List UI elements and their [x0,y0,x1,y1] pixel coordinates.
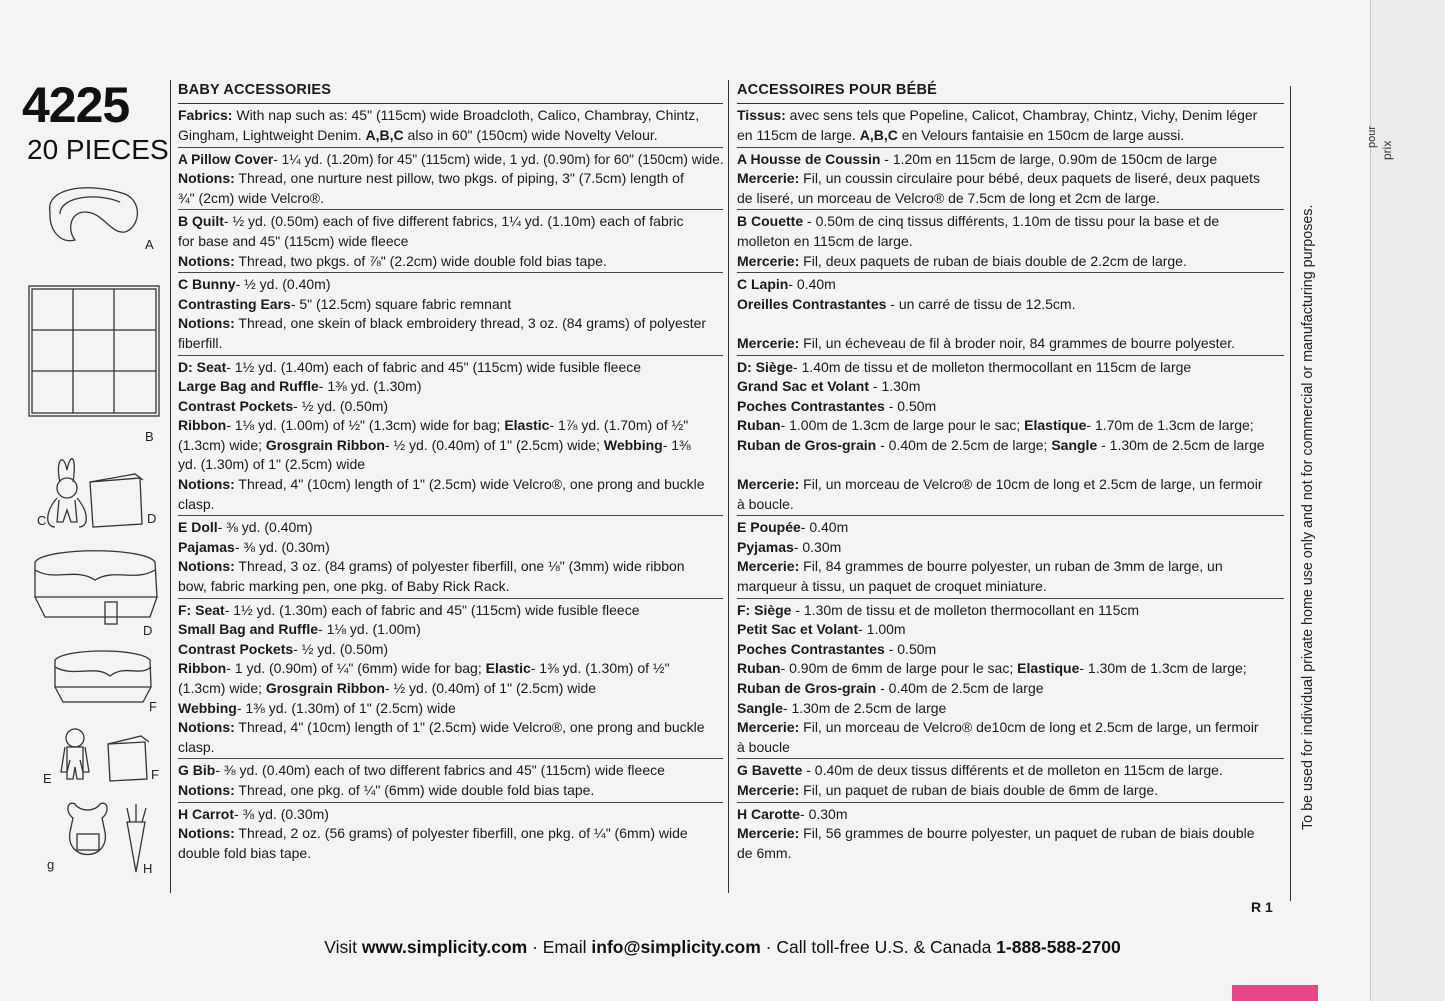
usage-notice: To be used for individual private home use only and not for commercial or manufacturing purposes. [1300,204,1316,830]
english-section [178,803,723,865]
text-run: With nap such as: 45" (115cm) wide Broadcloth, Calico, Chambray, Chintz, [232,107,700,124]
english-text-line [178,475,723,495]
french-text-line [737,126,1284,146]
french-text-line [737,761,1284,781]
french-text-line [737,334,1284,354]
french-text-line [737,577,1284,597]
bold-label: Elastic [485,660,531,677]
bold-label: A Pillow Cover [178,150,274,167]
french-text-line [737,844,1284,864]
bold-label: Ribbon [178,417,227,434]
bold-label: Webbing [178,699,237,716]
column-divider-middle [728,80,729,893]
bold-label: Elastic [504,417,550,434]
thumb-label-d-seat: D [143,623,153,638]
text-run: - 1⅜ yd. (1.30m) of ½" [530,660,670,677]
text-run: also in 60" (150cm) wide Novelty Velour. [403,126,658,143]
text-run: - ½ yd. (0.40m) [235,276,331,293]
bold-label: G Bavette [737,762,803,779]
text-run: clasp. [178,495,215,512]
text-run: - 1.30m de 2.5cm de large [782,699,947,716]
bold-label: Notions: [178,825,235,842]
text-run: - 1.30m [869,378,921,395]
text-run: - ½ yd. (0.50m) each of five different fabrics, 1¼ yd. (1.10m) each of fabric [223,213,684,230]
text-run: à boucle. [737,495,794,512]
blank-line [737,455,1284,475]
text-run: - 1⅞ yd. (1.70m) of ½" [549,417,689,434]
text-run: - ½ yd. (0.40m) of 1" (2.5cm) wide; [384,436,604,453]
french-text-line [737,620,1284,640]
english-text-line [178,495,723,515]
english-text-line [178,718,723,738]
bold-label: Notions: [178,170,235,187]
french-text-line [737,601,1284,621]
text-run: - 1.40m de tissu et de molleton thermocollant en 115cm de large [793,358,1192,375]
french-section [737,599,1284,760]
bold-label: A,B,C [365,126,404,143]
english-text-line [178,416,723,436]
french-text-line [737,495,1284,515]
french-text-line [737,295,1284,315]
english-section [178,759,723,802]
english-text-line [178,557,723,577]
english-text-line [178,577,723,597]
english-text-line [178,106,723,126]
bold-label: Mercerie: [737,719,800,736]
french-section [737,148,1284,211]
blank-line [737,314,1284,334]
english-text-line [178,397,723,417]
column-divider-right [1290,86,1291,901]
bold-label: Small Bag and Ruffle [178,621,319,638]
bold-label: Large Bag and Ruffle [178,378,319,395]
text-run: - 1.30m de tissu et de molleton thermocollant en 115cm [791,601,1140,618]
bold-label: Sangle [1051,436,1098,453]
pieces-count: 20 PIECES [27,134,169,165]
bold-label: Grosgrain Ribbon [265,436,385,453]
thumb-label-g: g [47,857,55,872]
text-run: de liseré, un morceau de Velcro® de 7.5cm de long et 2cm de large. [737,189,1160,206]
french-text-line [737,738,1284,758]
text-run: molleton en 115cm de large. [737,232,913,249]
english-text-line [178,824,723,844]
french-section [737,356,1284,517]
text-run: Fil, un coussin circulaire pour bébé, deux paquets de liseré, deux paquets [799,170,1260,187]
thumb-label-f-seat: F [149,699,157,714]
english-text-line [178,601,723,621]
text-run: - 1.00m [858,621,906,638]
english-text-line [178,377,723,397]
bold-label: Poches Contrastantes [737,640,885,657]
text-run: - 1 yd. (0.90m) of ¼" (6mm) wide for bag; [226,660,486,677]
english-text-line [178,436,723,456]
french-text-line [737,781,1284,801]
text-run: - 0.50m [884,640,937,657]
small-bag-icon [108,736,149,781]
english-text-line [178,275,723,295]
text-run: Fil, 56 grammes de bourre polyester, un paquet de ruban de biais double [799,825,1255,842]
english-text-line [178,620,723,640]
english-text-line [178,169,723,189]
text-run: avec sens tels que Popeline, Calicot, Chambray, Chintz, Vichy, Denim léger [785,107,1258,124]
bold-label: Notions: [178,558,235,575]
english-text-line [178,295,723,315]
text-run: - 1⅛ yd. (1.00m) of ½" (1.3cm) wide for bag; [226,417,505,434]
thumb-label-b: B [145,429,154,444]
bib-icon [68,803,107,854]
text-run: - 1.30m de 1.3cm de large; [1079,660,1247,677]
english-text-line [178,358,723,378]
bold-label: Notions: [178,252,235,269]
text-run: - ½ yd. (0.50m) [293,640,389,657]
english-text-line [178,659,723,679]
bold-label: H Carotte [737,805,801,822]
text-run: - 1⅜ yd. (1.30m) of 1" (2.5cm) wide [236,699,456,716]
english-text-line [178,150,724,170]
doll-icon [61,729,89,779]
bold-label: Notions: [178,315,235,332]
french-text-line [737,699,1284,719]
text-run: - un carré de tissu de 12.5cm. [886,295,1076,312]
revision-mark: R 1 [1251,899,1273,915]
french-text-line [737,659,1284,679]
bold-label: Ribbon [178,660,227,677]
text-run: - 0.40m [800,519,849,536]
text-run: Thread, 4" (10cm) length of 1" (2.5cm) wide Velcro®, one prong and buckle [234,719,705,736]
english-text-line [178,844,723,864]
bold-label: E Poupée [737,519,801,536]
text-run: yd. (1.30m) of 1" (2.5cm) wide [178,456,366,473]
french-section [737,759,1284,802]
french-sections [737,104,1284,864]
bold-label: C Lapin [737,276,789,293]
english-text-line [178,232,723,252]
bag-icon [90,474,143,527]
thumb-label-f-bag: F [151,767,159,782]
french-column [737,82,1284,864]
english-text-line [178,640,723,660]
thumb-label-c: C [37,513,47,528]
english-text-line [178,189,723,209]
text-run: Thread, one nurture nest pillow, two pkgs. of piping, 3" (7.5cm) length of [234,170,684,187]
bold-label: D: Seat [178,358,227,375]
english-sections [178,104,723,864]
bold-label: A,B,C [859,126,898,143]
pattern-number: 4225 [22,77,130,133]
bold-label: Mercerie: [737,558,800,575]
bold-label: E Doll [178,519,218,536]
english-text-line [178,455,723,475]
french-text-line [737,538,1284,558]
french-text-line [737,106,1284,126]
english-text-line [178,212,723,232]
view-thumbnails [15,182,165,882]
text-run: Thread, 3 oz. (84 grams) of polyester fiberfill, one ⅛" (3mm) wide ribbon [234,558,685,575]
english-text-line [178,761,723,781]
english-section [178,516,723,598]
thumb-label-h: H [143,861,153,876]
text-run: double fold bias tape. [178,844,312,861]
text-run: - 1⅜ [662,436,691,453]
text-run: Thread, 4" (10cm) length of 1" (2.5cm) wide Velcro®, one prong and buckle [234,476,705,493]
text-run: - 1.20m en 115cm de large, 0.90m de 150cm de large [880,150,1218,167]
french-text-line [737,416,1284,436]
text-run: Fil, deux paquets de ruban de biais double de 2.2cm de large. [799,252,1187,269]
bold-label: B Quilt [178,213,224,230]
bold-label: Mercerie: [737,334,800,351]
english-text-line [178,518,723,538]
bold-label: Contrast Pockets [178,640,294,657]
bold-label: Mercerie: [737,825,800,842]
bold-label: Mercerie: [737,252,800,269]
text-run: marqueur à tissu, un paquet de croquet miniature. [737,578,1047,595]
bold-label: Notions: [178,476,235,493]
bold-label: Mercerie: [737,781,800,798]
french-text-line [737,679,1284,699]
french-section [737,210,1284,273]
french-text-line [737,640,1284,660]
text-run: - 0.30m [793,538,842,555]
footer-visit-label: Visit [324,937,362,957]
english-text-line [178,781,723,801]
text-run: Fil, un morceau de Velcro® de 10cm de long et 2.5cm de large, un fermoir [799,476,1263,493]
text-run: - 0.40m de 2.5cm de large [876,680,1044,697]
text-run: en Velours fantaisie en 150cm de large aussi. [897,126,1185,143]
text-run: Thread, one pkg. of ¼" (6mm) wide double fold bias tape. [234,781,595,798]
bold-label: Elastique [1017,660,1080,677]
bold-label: Tissus: [737,107,786,124]
english-text-line [178,126,723,146]
french-text-line [737,212,1284,232]
text-run: - 0.30m [800,805,848,822]
text-run: Fil, un morceau de Velcro® de10cm de long et 2.5cm de large, un fermoir [799,719,1259,736]
text-run: - 0.40m de 2.5cm de large; [876,436,1052,453]
text-run: - ⅜ yd. (0.40m) [217,519,313,536]
pillow-icon [50,188,138,241]
text-run: - 1.00m de 1.3cm de large pour le sac; [780,417,1025,434]
english-section [178,104,723,147]
bold-label: Elastique [1024,417,1087,434]
english-section [178,148,723,211]
english-column [178,82,723,864]
bold-label: C Bunny [178,276,236,293]
bold-label: Ruban [737,417,781,434]
text-run: - 1¼ yd. (1.20m) for 45" (115cm) wide, 1 yd. (0.90m) for 60" (150cm) wide. [273,150,724,167]
english-text-line [178,805,723,825]
text-run: - ⅜ yd. (0.30m) [234,805,329,822]
english-text-line [178,314,723,334]
french-text-line [737,189,1284,209]
english-text-line [178,252,723,272]
french-text-line [737,805,1284,825]
seat-f-icon [55,651,151,702]
text-run: - ½ yd. (0.40m) of 1" (2.5cm) wide [384,680,597,697]
text-run: - 1.30m de 2.5cm de large [1097,436,1265,453]
text-run: for base and 45" (115cm) wide fleece [178,232,409,249]
bold-label: Sangle [737,699,783,716]
text-run: de 6mm. [737,844,792,861]
french-text-line [737,275,1284,295]
bold-label: Ruban [737,660,781,677]
text-run: à boucle [737,738,790,755]
text-run: - 0.90m de 6mm de large pour le sac; [780,660,1018,677]
bold-label: Mercerie: [737,476,800,493]
text-run: en 115cm de large. [737,126,860,143]
quilt-icon [29,286,159,416]
text-run: - 1.70m de 1.3cm de large; [1086,417,1254,434]
bold-label: Grand Sac et Volant [737,378,869,395]
french-section [737,803,1284,865]
bold-label: Contrasting Ears [178,295,291,312]
column-divider-left [170,80,171,893]
bold-label: Ruban de Gros-grain [737,680,877,697]
phone-number: 1-888-588-2700 [996,937,1121,957]
text-run: Thread, one skein of black embroidery thread, 3 oz. (84 grams) of polyester [234,315,707,332]
thumb-label-e: E [43,771,52,786]
text-run: Thread, two pkgs. of ⅞" (2.2cm) wide double fold bias tape. [234,252,607,269]
text-run: Fil, un écheveau de fil à broder noir, 84 grammes de bourre polyester. [799,334,1236,351]
email-link[interactable]: info@simplicity.com [591,937,761,957]
english-section [178,599,723,760]
english-section [178,356,723,517]
english-text-line [178,679,723,699]
text-run: Gingham, Lightweight Denim. [178,126,366,143]
bold-label: A Housse de Coussin [737,150,881,167]
bunny-icon [48,459,87,527]
english-section [178,273,723,355]
seat-d-icon [35,551,157,624]
text-run: - ⅜ yd. (0.40m) each of two different fabrics and 45" (115cm) wide fleece [215,762,665,779]
text-run: Thread, 2 oz. (56 grams) of polyester fiberfill, one pkg. of ¼" (6mm) wide [234,825,688,842]
bold-label: F: Siège [737,601,792,618]
text-run: - ½ yd. (0.50m) [293,397,389,414]
french-text-line [737,718,1284,738]
footer-email-label: · Email [527,937,592,957]
bold-label: Poches Contrastantes [737,397,885,414]
text-run: fiberfill. [178,334,223,351]
french-text-line [737,397,1284,417]
french-text-line [737,518,1284,538]
text-run: Fil, 84 grammes de bourre polyester, un ruban de 3mm de large, un [799,558,1223,575]
bold-label: G Bib [178,762,216,779]
bold-label: Webbing [603,436,663,453]
text-run: bow, fabric marking pen, one pkg. of Baby Rick Rack. [178,578,510,595]
bold-label: Notions: [178,719,235,736]
english-text-line [178,538,723,558]
text-run: Fil, un paquet de ruban de biais double de 6mm de large. [799,781,1159,798]
french-section [737,104,1284,147]
thumb-label-a: A [145,237,154,252]
bold-label: Pyjamas [737,538,794,555]
french-text-line [737,150,1284,170]
side-word-pour: pour [1366,125,1378,148]
text-run: ¾" (2cm) wide Velcro®. [178,189,324,206]
french-text-line [737,358,1284,378]
side-word-prix: prix [1380,140,1394,160]
bold-label: Contrast Pockets [178,397,294,414]
french-text-line [737,436,1284,456]
french-text-line [737,475,1284,495]
english-text-line [178,738,723,758]
french-section [737,516,1284,598]
text-run: - 0.50m de cinq tissus différents, 1.10m de tissu pour la base et de [803,213,1220,230]
text-run: clasp. [178,738,215,755]
bold-label: D: Siège [737,358,794,375]
text-run: - 0.40m de deux tissus différents et de molleton en 115cm de large. [802,762,1223,779]
footer-call-label: · Call toll-free U.S. & Canada [760,937,997,957]
contact-footer [0,937,1445,958]
website-link[interactable]: www.simplicity.com [361,937,528,957]
bold-label: Grosgrain Ribbon [265,680,385,697]
english-section [178,210,723,273]
bold-label: B Couette [737,213,804,230]
french-text-line [737,377,1284,397]
text-run: - 0.40m [788,276,836,293]
french-text-line [737,169,1284,189]
bold-label: Fabrics: [178,107,233,124]
text-run: - 0.50m [884,397,937,414]
thumb-label-d-bag: D [147,511,157,526]
bold-label: Ruban de Gros-grain [737,436,877,453]
text-run: - 1½ yd. (1.30m) each of fabric and 45" (115cm) wide fusible fleece [224,601,640,618]
french-title: ACCESSOIRES POUR BÉBÉ [737,82,1284,104]
french-text-line [737,824,1284,844]
french-section [737,273,1284,355]
bold-label: H Carrot [178,805,235,822]
pink-tape [1232,985,1318,1001]
text-run: - 5" (12.5cm) square fabric remnant [290,295,512,312]
french-text-line [737,252,1284,272]
bold-label: Pajamas [178,538,235,555]
thumbnail-drawings [15,182,165,882]
text-run: - 1⅜ yd. (1.30m) [318,378,422,395]
bold-label: Petit Sac et Volant [737,621,859,638]
text-run: - ⅜ yd. (0.30m) [234,538,330,555]
bold-label: Notions: [178,781,235,798]
english-title: BABY ACCESSORIES [178,82,723,104]
english-text-line [178,699,723,719]
french-text-line [737,557,1284,577]
text-run: (1.3cm) wide; [178,680,266,697]
text-run: - 1½ yd. (1.40m) each of fabric and 45" (115cm) wide fusible fleece [226,358,642,375]
bold-label: Oreilles Contrastantes [737,295,887,312]
text-run: (1.3cm) wide; [178,436,266,453]
bold-label: F: Seat [178,601,225,618]
english-text-line [178,334,723,354]
french-text-line [737,232,1284,252]
text-run: - 1⅛ yd. (1.00m) [318,621,421,638]
bold-label: Mercerie: [737,170,800,187]
